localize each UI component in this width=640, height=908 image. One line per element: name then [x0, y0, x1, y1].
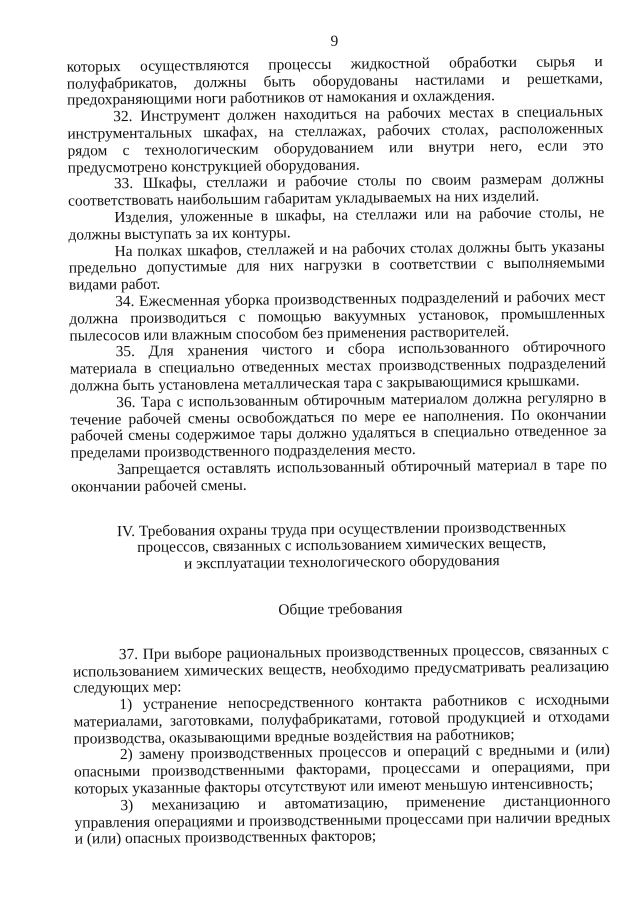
bottom-paragraphs	[73, 642, 611, 849]
paragraph-36: 36. Тара с использованным обтирочным материалом должна регулярно в течение рабочей смены освобождаться по мере ее наполнения. По окончании рабочей смены содержимое тары должно удаляться в специально отведенное за пределами производственного подразделения место.	[70, 388, 607, 462]
paragraph: На полках шкафов, стеллажей и на рабочих столах должны быть указаны предельно допустимые для них нагрузки в соответствии с выполняемыми видами работ.	[68, 237, 605, 294]
section-title	[71, 519, 607, 575]
paragraph: которых осуществляются процессы жидкостной обработки сырья и полуфабрикатов, должны быть оборудованы настилами и решетками, предохраняющими ноги работников от намокания и охлаждения.	[66, 52, 603, 110]
list-item: 1) устранение непосредственного контакта работников с исходными материалами, заготовками, полуфабрикатами, готовой продукцией и отходами производства, оказывающими вредные воздействия на работников;	[73, 691, 610, 748]
subsection-title: Общие требования	[278, 600, 403, 619]
page-number: 9	[330, 32, 339, 50]
list-item: 3) механизацию и автоматизацию, применение дистанционного управления операциями и производственными процессами при наличии вредных и (или) опасных производственных факторов;	[74, 791, 611, 849]
list-item: 2) замену производственных процессов и операций с вредными и (или) опасными производственными факторами, процессами и операциями, при которых указанные факторы отсутствуют или имеют меньшую интенсивность;	[73, 741, 611, 798]
paragraph-34: 34. Ежесменная уборка производственных подразделений и рабочих мест должна производиться с помощью вакуумных установок, промышленных пылесосов или влажным способом без применения растворителей.	[69, 287, 606, 345]
section-title-line: IV. Требования охраны труда при осуществлении производственных	[116, 517, 567, 540]
top-paragraphs	[67, 54, 608, 496]
paragraph-32: 32. Инструмент должен находиться на рабочих местах в специальных инструментальных шкафах, на стеллажах, рабочих столах, расположенных рядом с технологическим оборудованием или внутри него, если это предусмотрено конструкцией оборудования.	[67, 103, 604, 177]
paragraph-35: 35. Для хранения чистого и сбора использованного обтирочного материала в специально отведенных местах производственных подразделений должна быть установлена металлическая тара с закрывающимися крышками.	[69, 338, 606, 395]
paragraph-37: 37. При выборе рациональных производственных процессов, связанных с использованием химических веществ, необходимо предусматривать реализацию следующих мер:	[72, 640, 610, 697]
paragraph-33: 33. Шкафы, стеллажи и рабочие столы по своим размерам должны соответствовать наибольшим габаритам укладываемых на них изделий.	[68, 170, 604, 210]
section-title-line: процессов, связанных с использованием химических веществ,	[137, 534, 547, 557]
paragraph: Запрещается оставлять использованный обтирочный материал в таре по окончании рабочей смены.	[70, 455, 607, 496]
section-title-line: и эксплуатации технологического оборудования	[184, 552, 500, 573]
paragraph: Изделия, уложенные в шкафы, на стеллажи или на рабочие столы, не должны выступать за их контуры.	[68, 204, 605, 244]
